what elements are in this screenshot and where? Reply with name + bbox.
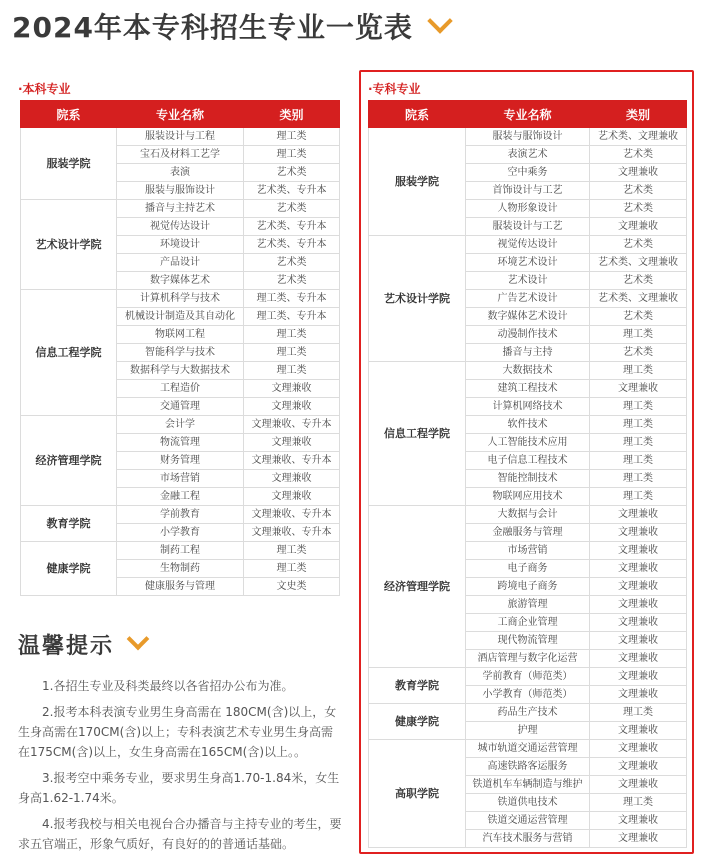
category-cell: 文理兼收 (590, 524, 687, 542)
major-name-cell: 城市轨道交通运营管理 (466, 740, 590, 758)
category-cell: 艺术类、文理兼收 (590, 254, 687, 272)
major-name-cell: 生物制药 (117, 560, 244, 578)
major-name-cell: 环境艺术设计 (466, 254, 590, 272)
category-cell: 艺术类 (590, 308, 687, 326)
major-name-cell: 汽车技术服务与营销 (466, 830, 590, 848)
header-dept: 院系 (369, 101, 466, 128)
category-cell: 艺术类 (244, 164, 340, 182)
category-cell: 文理兼收、专升本 (244, 416, 340, 434)
vocational-section-label: ·专科专业 (368, 82, 421, 96)
major-name-cell: 首饰设计与工艺 (466, 182, 590, 200)
major-name-cell: 旅游管理 (466, 596, 590, 614)
major-name-cell: 产品设计 (117, 254, 244, 272)
major-name-cell: 小学教育 (117, 524, 244, 542)
major-name-cell: 电子商务 (466, 560, 590, 578)
major-name-cell: 人物形象设计 (466, 200, 590, 218)
category-cell: 文理兼收 (590, 596, 687, 614)
category-cell: 艺术类 (590, 236, 687, 254)
category-cell: 艺术类 (590, 146, 687, 164)
major-name-cell: 大数据与会计 (466, 506, 590, 524)
major-name-cell: 铁道机车车辆制造与维护 (466, 776, 590, 794)
table-row (21, 542, 340, 560)
category-cell: 理工类 (244, 560, 340, 578)
table-row (369, 740, 687, 758)
major-name-cell: 工程造价 (117, 380, 244, 398)
category-cell: 理工类 (590, 794, 687, 812)
category-cell: 理工类 (590, 398, 687, 416)
major-name-cell: 学前教育（师范类） (466, 668, 590, 686)
category-cell: 文理兼收 (590, 218, 687, 236)
category-cell: 艺术类 (244, 254, 340, 272)
category-cell: 文理兼收 (244, 398, 340, 416)
major-name-cell: 护理 (466, 722, 590, 740)
major-name-cell: 空中乘务 (466, 164, 590, 182)
major-name-cell: 智能科学与技术 (117, 344, 244, 362)
table-row (369, 506, 687, 524)
major-name-cell: 视觉传达设计 (117, 218, 244, 236)
table-row (369, 704, 687, 722)
category-cell: 理工类、专升本 (244, 290, 340, 308)
category-cell: 文理兼收 (590, 542, 687, 560)
category-cell: 艺术类 (590, 182, 687, 200)
major-name-cell: 播音与主持艺术 (117, 200, 244, 218)
major-name-cell: 工商企业管理 (466, 614, 590, 632)
category-cell: 文理兼收 (590, 380, 687, 398)
category-cell: 文理兼收 (590, 614, 687, 632)
major-name-cell: 财务管理 (117, 452, 244, 470)
dept-cell: 艺术设计学院 (369, 236, 466, 362)
undergrad-majors-table (20, 100, 340, 596)
category-cell: 理工类 (244, 326, 340, 344)
category-cell: 理工类 (244, 362, 340, 380)
category-cell: 艺术类、专升本 (244, 182, 340, 200)
category-cell: 文史类 (244, 578, 340, 596)
major-name-cell: 铁道供电技术 (466, 794, 590, 812)
table-row (369, 236, 687, 254)
header-major: 专业名称 (466, 101, 590, 128)
major-name-cell: 酒店管理与数字化运营 (466, 650, 590, 668)
major-name-cell: 服装设计与工艺 (466, 218, 590, 236)
tips-list (18, 676, 344, 860)
major-name-cell: 环境设计 (117, 236, 244, 254)
category-cell: 理工类 (590, 416, 687, 434)
major-name-cell: 软件技术 (466, 416, 590, 434)
category-cell: 文理兼收 (590, 650, 687, 668)
category-cell: 理工类 (244, 344, 340, 362)
category-cell: 文理兼收 (244, 488, 340, 506)
major-name-cell: 大数据技术 (466, 362, 590, 380)
table-row (21, 128, 340, 146)
category-cell: 理工类、专升本 (244, 308, 340, 326)
major-name-cell: 表演艺术 (466, 146, 590, 164)
major-name-cell: 物联网应用技术 (466, 488, 590, 506)
major-name-cell: 跨境电子商务 (466, 578, 590, 596)
category-cell: 文理兼收、专升本 (244, 524, 340, 542)
table-row (21, 290, 340, 308)
category-cell: 文理兼收 (590, 668, 687, 686)
major-name-cell: 数字媒体艺术 (117, 272, 244, 290)
major-name-cell: 会计学 (117, 416, 244, 434)
major-name-cell: 宝石及材料工艺学 (117, 146, 244, 164)
category-cell: 艺术类、专升本 (244, 218, 340, 236)
tip-item: 1.各招生专业及科类最终以各省招办公布为准。 (42, 679, 294, 693)
major-name-cell: 数字媒体艺术设计 (466, 308, 590, 326)
major-name-cell: 建筑工程技术 (466, 380, 590, 398)
major-name-cell: 物联网工程 (117, 326, 244, 344)
vocational-majors-table (368, 100, 687, 848)
major-name-cell: 交通管理 (117, 398, 244, 416)
major-name-cell: 服装与服饰设计 (466, 128, 590, 146)
major-name-cell: 铁道交通运营管理 (466, 812, 590, 830)
category-cell: 文理兼收 (244, 470, 340, 488)
category-cell: 理工类 (590, 434, 687, 452)
category-cell: 艺术类 (590, 200, 687, 218)
category-cell: 理工类 (590, 470, 687, 488)
dept-cell: 高职学院 (369, 740, 466, 848)
major-name-cell: 播音与主持 (466, 344, 590, 362)
dept-cell: 教育学院 (21, 506, 117, 542)
header-category: 类别 (590, 101, 687, 128)
major-name-cell: 电子信息工程技术 (466, 452, 590, 470)
category-cell: 理工类 (590, 362, 687, 380)
header-major: 专业名称 (117, 101, 244, 128)
major-name-cell: 金融服务与管理 (466, 524, 590, 542)
tips-title-text: 温馨提示 (18, 633, 115, 659)
category-cell: 文理兼收 (590, 164, 687, 182)
category-cell: 文理兼收 (244, 380, 340, 398)
major-name-cell: 制药工程 (117, 542, 244, 560)
category-cell: 理工类 (590, 488, 687, 506)
category-cell: 理工类 (244, 542, 340, 560)
dept-cell: 健康学院 (21, 542, 117, 596)
dept-cell: 信息工程学院 (21, 290, 117, 416)
table-header-row (369, 101, 687, 128)
category-cell: 艺术类、文理兼收 (590, 290, 687, 308)
category-cell: 理工类 (590, 452, 687, 470)
dept-cell: 服装学院 (369, 128, 466, 236)
table-row (369, 362, 687, 380)
dept-cell: 服装学院 (21, 128, 117, 200)
table-header-row (21, 101, 340, 128)
tip-item: 2.报考本科表演专业男生身高需在 180CM(含)以上，女生身高需在170CM(含)以上；专科表演艺术专业男生身高需在175CM(含)以上，女生身高需在165CM(含)以上。。 (18, 705, 337, 759)
major-name-cell: 艺术设计 (466, 272, 590, 290)
category-cell: 文理兼收 (590, 686, 687, 704)
major-name-cell: 视觉传达设计 (466, 236, 590, 254)
category-cell: 艺术类 (590, 272, 687, 290)
category-cell: 艺术类 (590, 344, 687, 362)
major-name-cell: 人工智能技术应用 (466, 434, 590, 452)
table-row (21, 506, 340, 524)
major-name-cell: 表演 (117, 164, 244, 182)
chevron-down-icon[interactable] (127, 628, 150, 651)
major-name-cell: 计算机科学与技术 (117, 290, 244, 308)
tips-title (18, 624, 146, 664)
category-cell: 文理兼收 (590, 560, 687, 578)
dept-cell: 信息工程学院 (369, 362, 466, 506)
category-cell: 文理兼收、专升本 (244, 506, 340, 524)
category-cell: 理工类 (244, 146, 340, 164)
category-cell: 艺术类、文理兼收 (590, 128, 687, 146)
category-cell: 文理兼收 (590, 812, 687, 830)
undergrad-section-label: ·本科专业 (18, 82, 71, 96)
dept-cell: 经济管理学院 (21, 416, 117, 506)
category-cell: 艺术类、专升本 (244, 236, 340, 254)
category-cell: 理工类 (590, 704, 687, 722)
major-name-cell: 市场营销 (466, 542, 590, 560)
category-cell: 文理兼收 (244, 434, 340, 452)
major-name-cell: 小学教育（师范类） (466, 686, 590, 704)
major-name-cell: 服装与服饰设计 (117, 182, 244, 200)
major-name-cell: 服装设计与工程 (117, 128, 244, 146)
category-cell: 文理兼收 (590, 740, 687, 758)
dept-cell: 经济管理学院 (369, 506, 466, 668)
major-name-cell: 计算机网络技术 (466, 398, 590, 416)
table-row (369, 128, 687, 146)
category-cell: 理工类 (244, 128, 340, 146)
major-name-cell: 物流管理 (117, 434, 244, 452)
table-row (369, 668, 687, 686)
category-cell: 艺术类 (244, 200, 340, 218)
category-cell: 文理兼收 (590, 758, 687, 776)
dept-cell: 健康学院 (369, 704, 466, 740)
major-name-cell: 高速铁路客运服务 (466, 758, 590, 776)
category-cell: 文理兼收 (590, 632, 687, 650)
major-name-cell: 学前教育 (117, 506, 244, 524)
major-name-cell: 现代物流管理 (466, 632, 590, 650)
category-cell: 文理兼收 (590, 830, 687, 848)
dept-cell: 教育学院 (369, 668, 466, 704)
major-name-cell: 金融工程 (117, 488, 244, 506)
major-name-cell: 药品生产技术 (466, 704, 590, 722)
major-name-cell: 动漫制作技术 (466, 326, 590, 344)
page-title-text: 2024年本专科招生专业一览表 (12, 11, 413, 44)
category-cell: 理工类 (590, 326, 687, 344)
header-category: 类别 (244, 101, 340, 128)
category-cell: 文理兼收、专升本 (244, 452, 340, 470)
table-row (21, 200, 340, 218)
tip-item: 4.报考我校与相关电视台合办播音与主持专业的考生，要求五官端正，形象气质好，有良好的的普通话基础。 (18, 817, 342, 851)
table-row (21, 416, 340, 434)
category-cell: 艺术类 (244, 272, 340, 290)
chevron-down-icon[interactable] (427, 8, 452, 33)
category-cell: 文理兼收 (590, 578, 687, 596)
category-cell: 文理兼收 (590, 722, 687, 740)
category-cell: 文理兼收 (590, 506, 687, 524)
major-name-cell: 健康服务与管理 (117, 578, 244, 596)
category-cell: 文理兼收 (590, 776, 687, 794)
tip-item: 3.报考空中乘务专业，要求男生身高1.70-1.84米，女生身高1.62-1.74米。 (18, 771, 340, 805)
header-dept: 院系 (21, 101, 117, 128)
major-name-cell: 数据科学与大数据技术 (117, 362, 244, 380)
major-name-cell: 机械设计制造及其自动化 (117, 308, 244, 326)
page-title (12, 4, 449, 48)
major-name-cell: 广告艺术设计 (466, 290, 590, 308)
major-name-cell: 智能控制技术 (466, 470, 590, 488)
dept-cell: 艺术设计学院 (21, 200, 117, 290)
major-name-cell: 市场营销 (117, 470, 244, 488)
